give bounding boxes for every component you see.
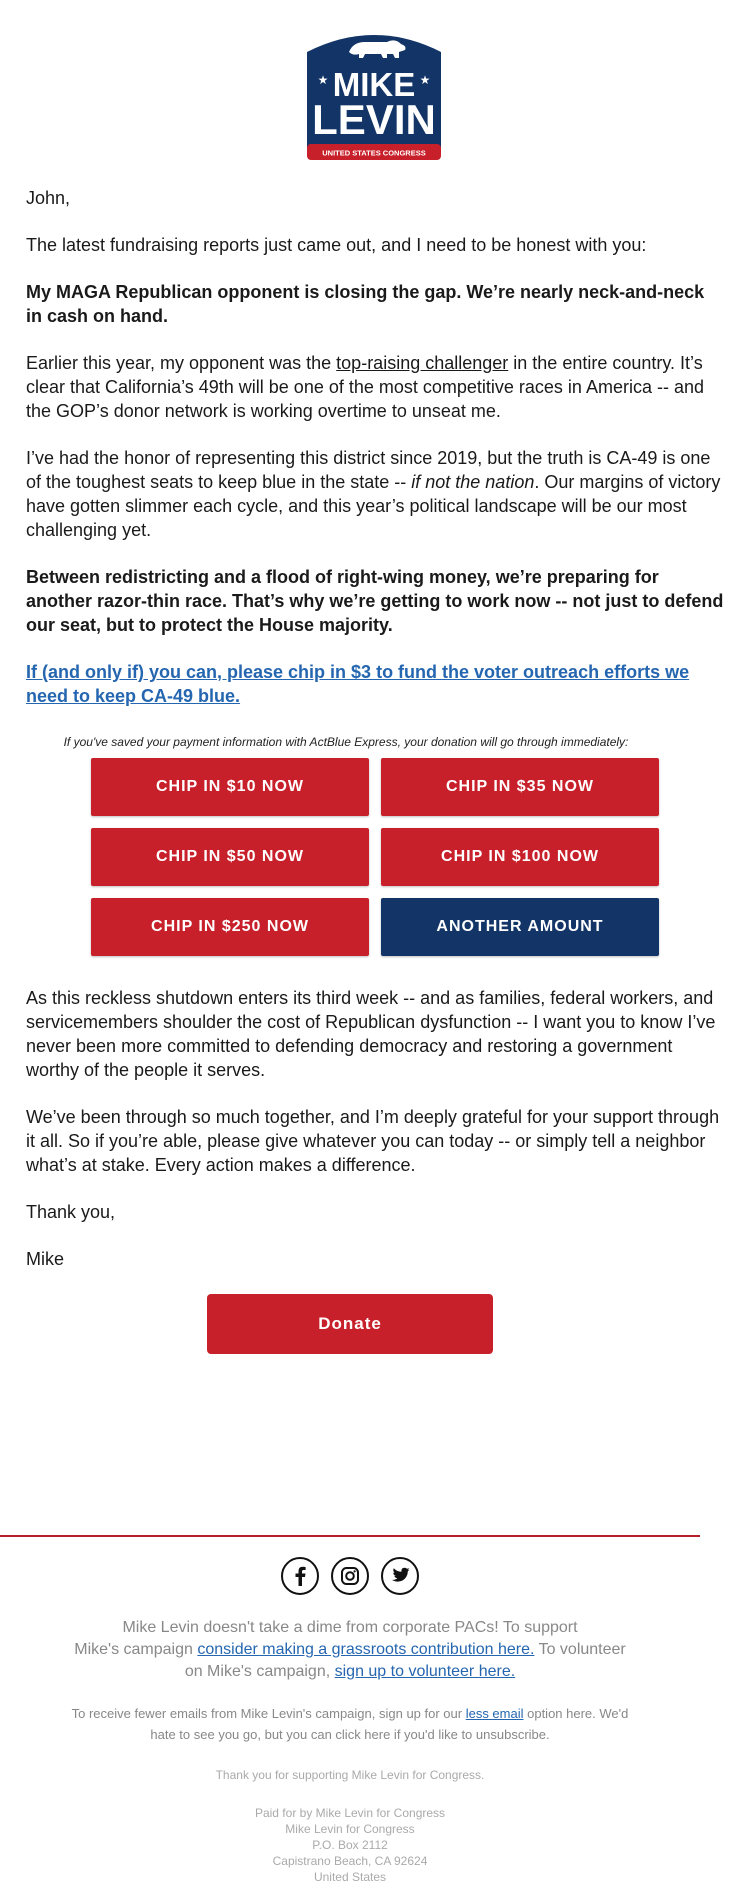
grassroots-contribution-link[interactable]: consider making a grassroots contribution here. [197,1641,535,1658]
paragraph-6-line-4: worthy of the people it serves. [26,1060,266,1080]
paragraph-5-line-1: Between redistricting and a flood of right-wing money, we’re preparing for [26,567,659,587]
paragraph-7-line-1: We’ve been through so much together, and I’m deeply grateful for your support through [26,1107,720,1127]
instagram-icon[interactable] [331,1557,369,1595]
paragraph-4-line-3: have gotten slimmer each cycle, and this year’s political landscape will be our most [26,496,687,516]
closing-section [26,986,746,1271]
paid-for-line: Paid for by Mike Levin for Congress [254,1806,446,1820]
paragraph-6 [26,986,746,1082]
actblue-notice: If you've saved your payment information with ActBlue Express, your donation will go through immediately: [63,735,629,749]
footer-message [0,1617,700,1683]
star-icon: ★ [419,73,431,87]
email-body [26,186,746,1354]
paragraph-4-text: . Our margins of victory [534,472,721,492]
paragraph-4 [26,446,746,542]
unsubscribe-text [0,1703,700,1745]
greeting: John, [26,188,71,208]
paragraph-2-line-1: My MAGA Republican opponent is closing the gap. We’re nearly neck-and-neck [26,282,705,302]
star-icon: ★ [317,73,329,87]
paragraph-4-line-4: challenging yet. [26,520,152,540]
unsubscribe-text-part: To receive fewer emails from Mike Levin's campaign, sign up for our [71,1706,466,1721]
po-box: P.O. Box 2112 [312,1838,388,1852]
paragraph-3-line-3: the GOP’s donor network is working overtime to unseat me. [26,401,501,421]
logo-ribbon: UNITED STATES CONGRESS [322,148,426,158]
chip-in-50-button[interactable]: CHIP IN $50 NOW [91,828,369,886]
paragraph-4-text: of the toughest seats to keep blue in the state -- [26,472,412,492]
campaign-logo [303,26,445,164]
paragraph-5-line-2: another razor-thin race. That’s why we’re getting to work now -- not just to defend [26,591,724,611]
thanks-text: Thank you for supporting Mike Levin for Congress. [215,1768,485,1782]
committee-name: Mike Levin for Congress [285,1822,415,1836]
paragraph-3 [26,351,746,423]
cta-line-1[interactable]: If (and only if) you can, please chip in $3 to fund the voter outreach efforts we [26,662,690,682]
chip-in-10-button[interactable]: CHIP IN $10 NOW [91,758,369,816]
footer-message-text: Mike's campaign [74,1641,198,1658]
donate-button[interactable]: Donate [207,1294,493,1354]
donate-wrapper [0,1294,700,1354]
paragraph-6-line-3: never been more committed to defending democracy and restoring a government [26,1036,673,1056]
logo-line2: LEVIN [312,96,436,143]
paragraph-5 [26,565,746,637]
footer-message-line-1: Mike Levin doesn't take a dime from corporate PACs! To support [122,1619,578,1636]
paragraph-7 [26,1105,746,1177]
top-raising-challenger-link[interactable]: top-raising challenger [336,353,509,373]
email-footer [0,1535,700,1900]
sign-off: Thank you, [26,1202,116,1222]
logo-line1: MIKE [332,66,416,103]
unsubscribe-line-2[interactable]: hate to see you go, but you can click here if you'd like to unsubscribe. [150,1727,550,1742]
cta-line-2[interactable]: need to keep CA-49 blue. [26,686,241,706]
paragraph-2-line-2: in cash on hand. [26,306,169,326]
paragraph-3-text: in the entire country. It’s [508,353,703,373]
chip-in-100-button[interactable]: CHIP IN $100 NOW [381,828,659,886]
signature: Mike [26,1249,65,1269]
chip-in-250-button[interactable]: CHIP IN $250 NOW [91,898,369,956]
cta-paragraph [26,660,746,708]
paragraph-2 [26,280,746,328]
donation-button-grid [91,758,746,956]
chip-in-35-button[interactable]: CHIP IN $35 NOW [381,758,659,816]
twitter-icon[interactable] [381,1557,419,1595]
paragraph-4-line-1: I’ve had the honor of representing this district since 2019, but the truth is CA-49 is one [26,448,711,468]
paragraph-3-line-2: clear that California’s 49th will be one of the most competitive races in America -- and [26,377,704,397]
paragraph-6-line-1: As this reckless shutdown enters its third week -- and as families, federal workers, and [26,988,714,1008]
paragraph-1: The latest fundraising reports just came out, and I need to be honest with you: [26,235,647,255]
footer-message-text: To volunteer [534,1641,626,1658]
footer-divider [0,1535,700,1537]
facebook-icon[interactable] [281,1557,319,1595]
paragraph-3-text: Earlier this year, my opponent was the [26,353,337,373]
city-state-zip: Capistrano Beach, CA 92624 [272,1854,428,1868]
paragraph-6-line-2: servicemembers shoulder the cost of Republican dysfunction -- I want you to know I’ve [26,1012,716,1032]
paragraph-5-line-3: our seat, but to protect the House majority. [26,615,393,635]
social-links [0,1557,700,1595]
paragraph-7-line-3: what’s at stake. Every action makes a difference. [26,1155,416,1175]
paid-for-block [0,1805,700,1885]
volunteer-link[interactable]: sign up to volunteer here. [334,1663,516,1680]
paragraph-4-emphasis: if not the nation [411,472,535,492]
another-amount-button[interactable]: ANOTHER AMOUNT [381,898,659,956]
chip-in-3-link[interactable] [26,662,689,706]
footer-message-text: on Mike's campaign, [184,1663,335,1680]
country: United States [313,1870,387,1884]
less-email-link[interactable]: less email [465,1706,524,1721]
paragraph-7-line-2: it all. So if you’re able, please give whatever you can today -- or simply tell a neighbor [26,1131,706,1151]
unsubscribe-text-part: option here. We'd [523,1706,629,1721]
